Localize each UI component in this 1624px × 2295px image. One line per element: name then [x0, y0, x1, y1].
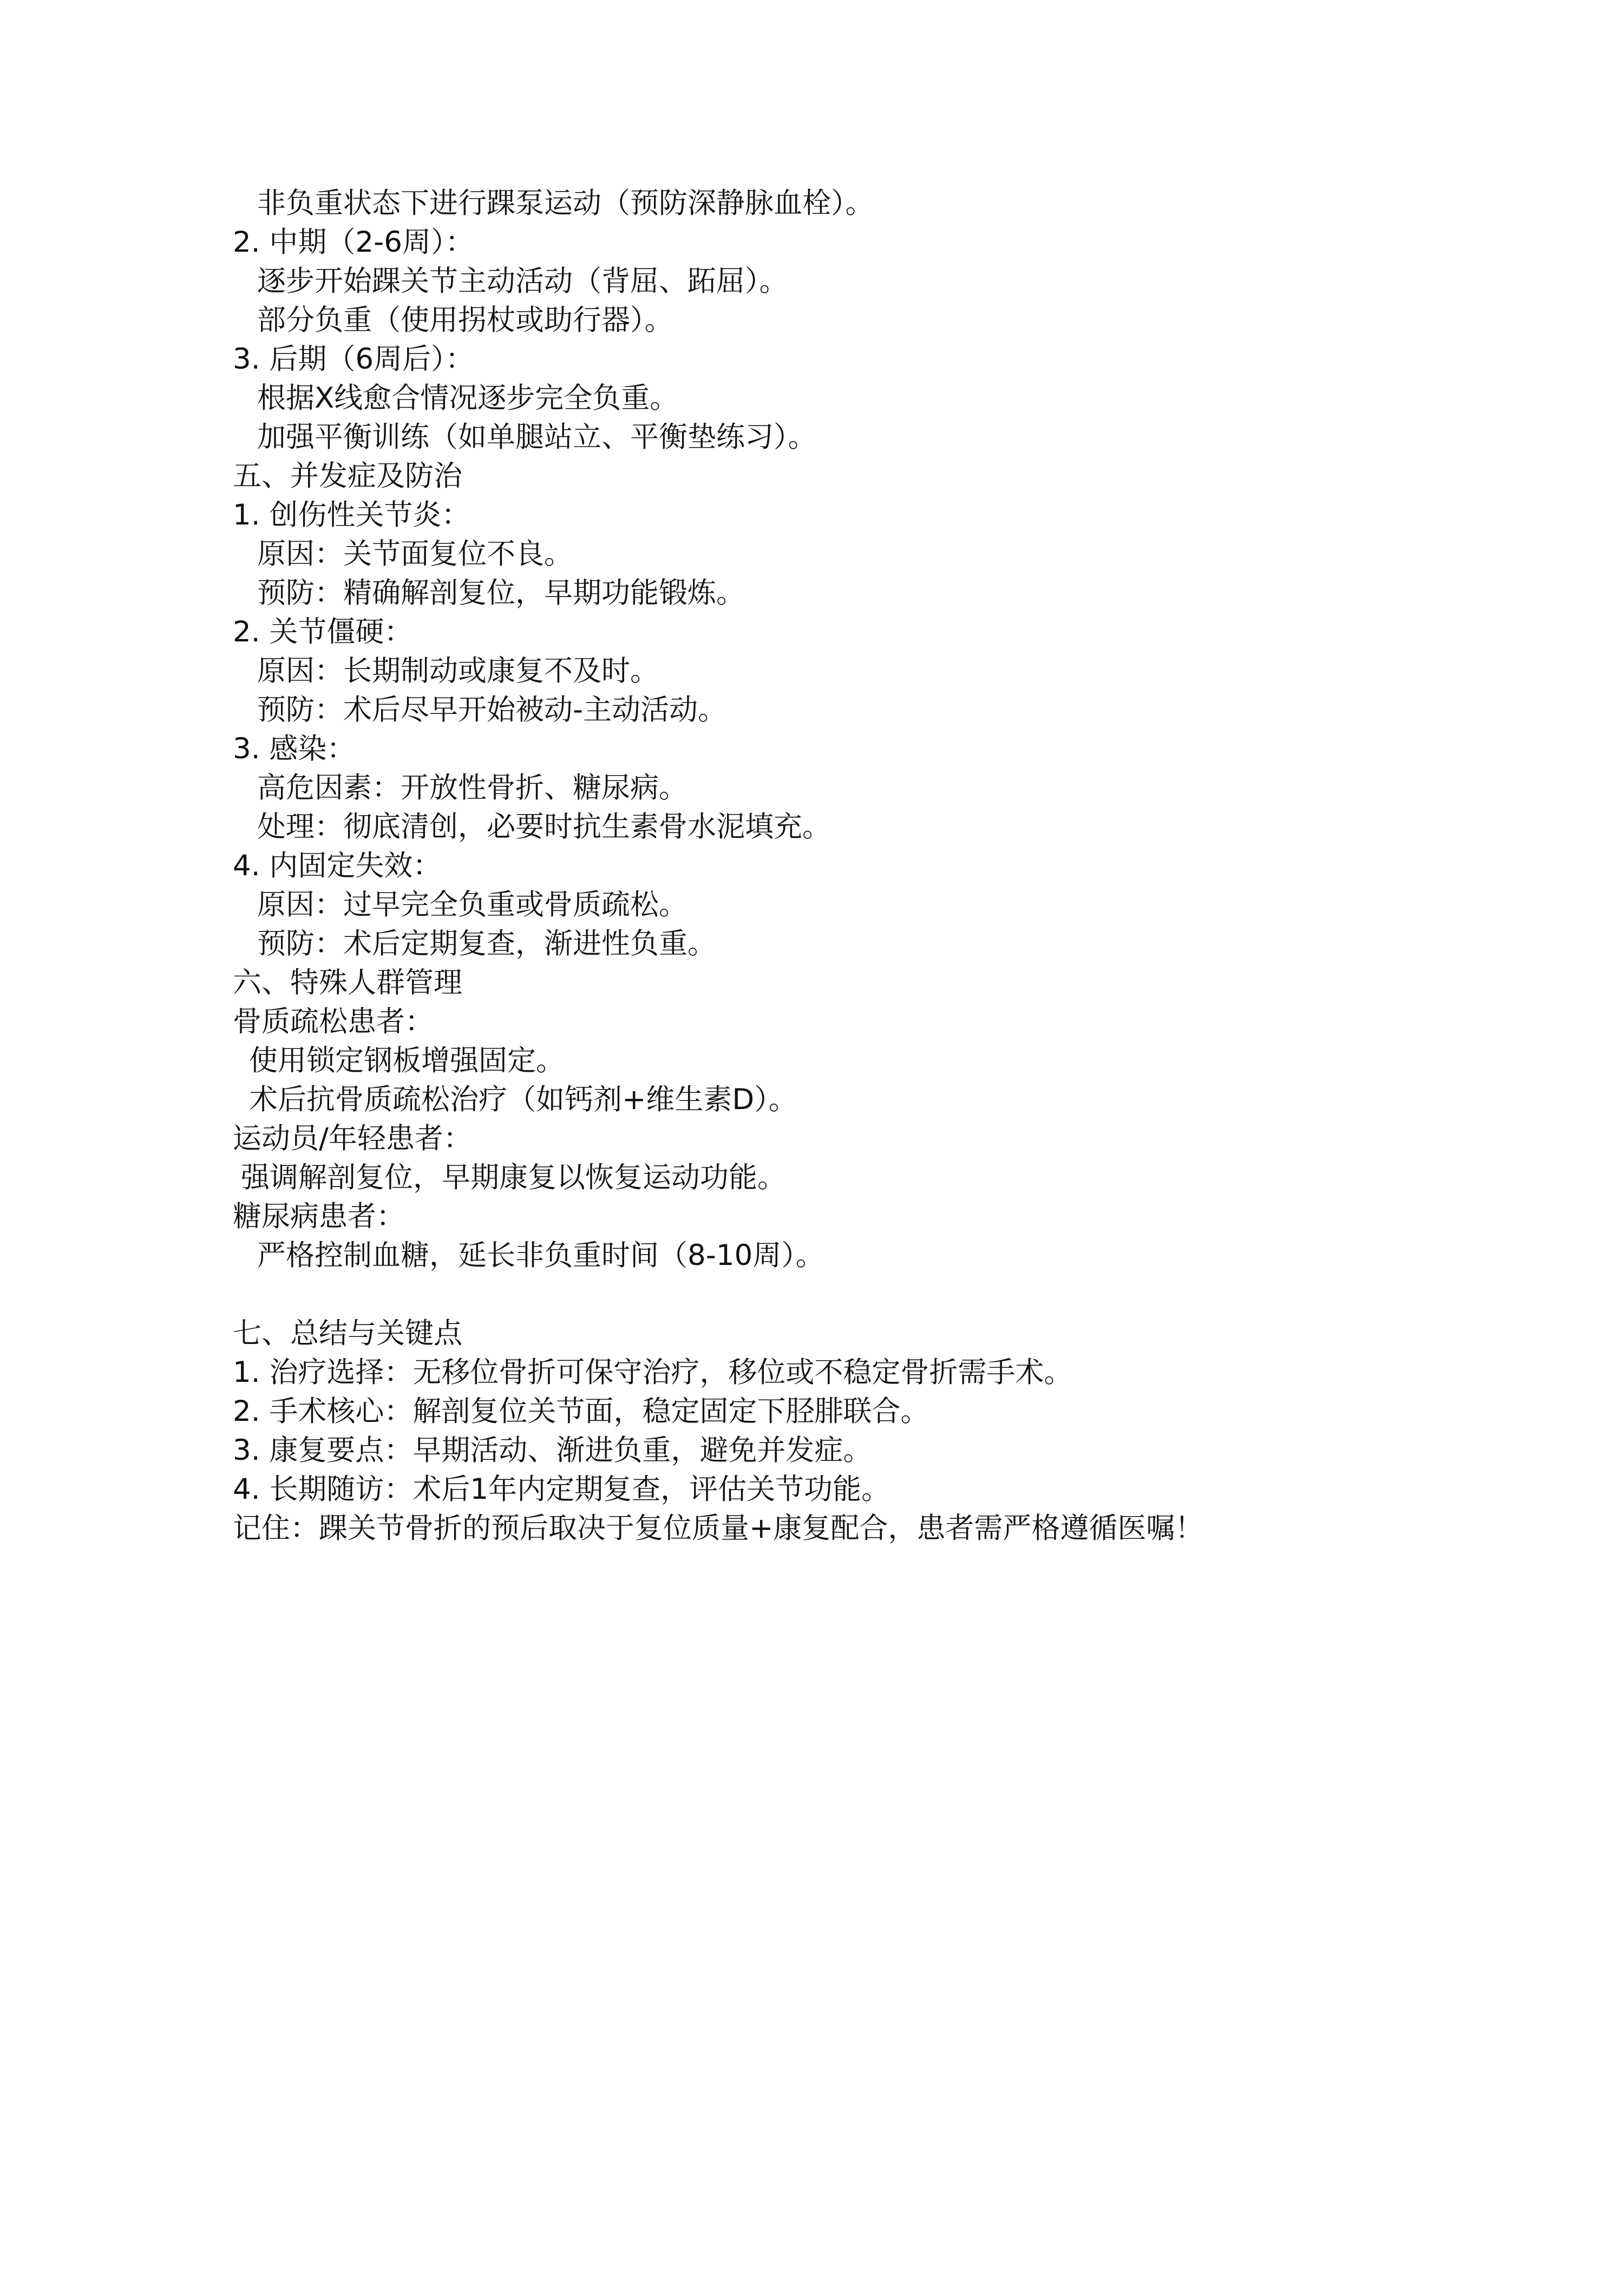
text-line: 高危因素：开放性骨折、糖尿病。 [257, 771, 687, 804]
text-line: 2. 手术核心：解剖复位关节面，稳定固定下胫腓联合。 [233, 1395, 929, 1428]
text-line: 根据X线愈合情况逐步完全负重。 [257, 382, 679, 415]
text-line: 部分负重（使用拐杖或助行器）。 [257, 304, 673, 337]
text-line: 4. 内固定失效： [233, 849, 442, 882]
text-line: 严格控制血糖，延长非负重时间（8-10周）。 [257, 1239, 824, 1272]
text-line: 六、特殊人群管理 [233, 966, 462, 999]
text-line: 2. 关节僵硬： [233, 615, 413, 648]
text-line: 预防：术后尽早开始被动-主动活动。 [257, 693, 727, 726]
blank-line [233, 1275, 1532, 1314]
text-line: 预防：术后定期复查，渐进性负重。 [257, 927, 716, 960]
text-line: 预防：精确解剖复位，早期功能锻炼。 [257, 576, 745, 609]
text-line: 加强平衡训练（如单腿站立、平衡垫练习）。 [257, 421, 817, 454]
text-line: 强调解剖复位，早期康复以恢复运动功能。 [241, 1161, 786, 1194]
text-line: 七、总结与关键点 [233, 1317, 462, 1350]
text-line: 处理：彻底清创，必要时抗生素骨水泥填充。 [257, 810, 831, 843]
text-line: 1. 创伤性关节炎： [233, 499, 470, 532]
text-line: 骨质疏松患者： [233, 1005, 434, 1038]
text-line: 五、并发症及防治 [233, 460, 462, 493]
text-line: 3. 康复要点：早期活动、渐进负重，避免并发症。 [233, 1434, 872, 1467]
text-line: 记住：踝关节骨折的预后取决于复位质量+康复配合，患者需严格遵循医嘱！ [233, 1512, 1204, 1545]
text-line: 糖尿病患者： [233, 1200, 405, 1233]
text-line: 3. 感染： [233, 732, 356, 765]
text-line: 非负重状态下进行踝泵运动（预防深静脉血栓）。 [257, 187, 874, 220]
text-line: 运动员/年轻患者： [233, 1122, 472, 1155]
text-line: 3. 后期（6周后）： [233, 343, 474, 376]
text-line: 4. 长期随访：术后1年内定期复查，评估关节功能。 [233, 1473, 890, 1506]
text-line: 原因：长期制动或康复不及时。 [257, 654, 659, 687]
document-body [233, 184, 1532, 1548]
text-line: 原因：关节面复位不良。 [257, 537, 573, 571]
text-line: 术后抗骨质疏松治疗（如钙剂+维生素D）。 [249, 1083, 797, 1116]
text-line: 逐步开始踝关节主动活动（背屈、跖屈）。 [257, 265, 788, 298]
text-line: 2. 中期（2-6周）： [233, 226, 474, 259]
text-line: 原因：过早完全负重或骨质疏松。 [257, 888, 687, 921]
text-line: 1. 治疗选择：无移位骨折可保守治疗，移位或不稳定骨折需手术。 [233, 1356, 1073, 1389]
text-line: 使用锁定钢板增强固定。 [249, 1044, 565, 1077]
